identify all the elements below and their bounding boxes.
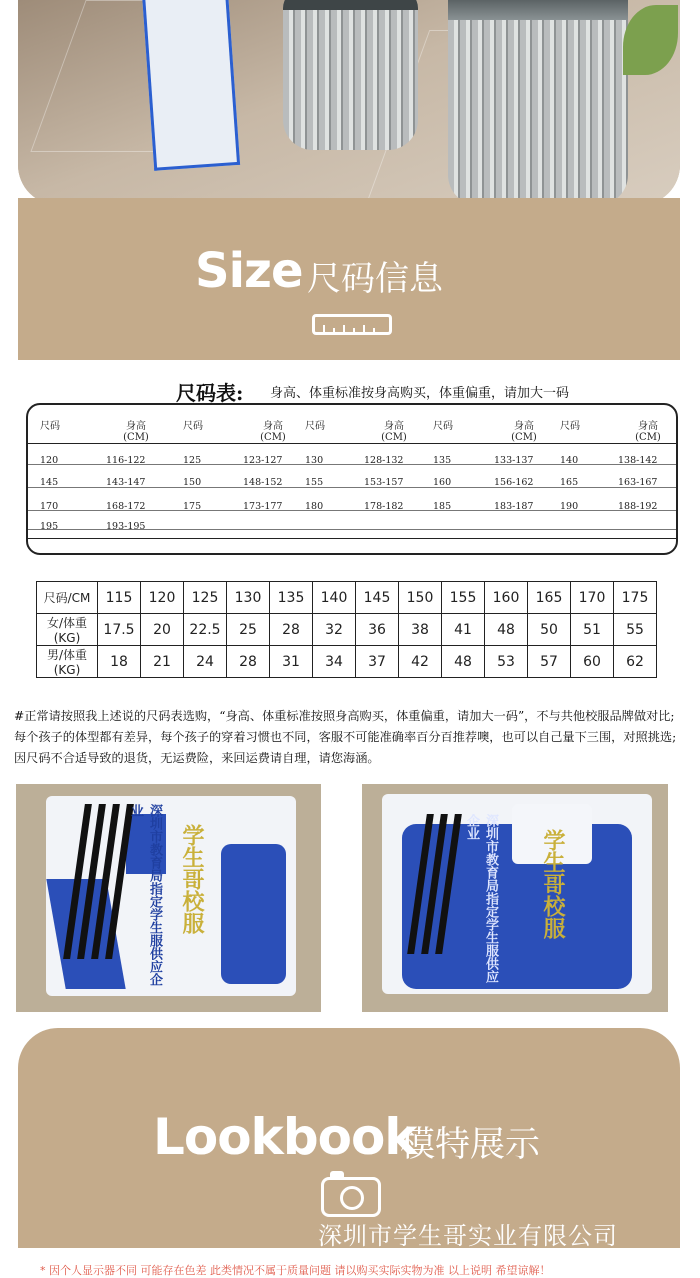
weight-table-cell: 115 (98, 582, 141, 614)
plant-pot-left (283, 0, 418, 150)
lookbook-section-title: Lookbook (153, 1108, 417, 1166)
weight-table-row-label: 女/体重(KG) (37, 614, 98, 646)
weight-table-cell: 160 (485, 582, 528, 614)
size-table-cell: 168-172 (106, 501, 146, 512)
weight-table-cell: 36 (356, 614, 399, 646)
weight-table-cell: 41 (442, 614, 485, 646)
weight-table-row (37, 582, 657, 614)
weight-table-cell: 170 (571, 582, 614, 614)
size-table-header: 身高 (CM) (511, 421, 537, 443)
weight-table-cell: 31 (270, 646, 313, 678)
size-table-header: 尺码 (183, 421, 203, 432)
plant-pot-right (448, 0, 628, 205)
size-table-cell: 193-195 (106, 521, 146, 532)
size-table-cell: 160 (433, 477, 452, 488)
weight-table-cell: 140 (313, 582, 356, 614)
table-rule (28, 538, 676, 539)
size-table-cell: 128-132 (364, 455, 404, 466)
size-table-cell: 150 (183, 477, 202, 488)
weight-table-row-label: 尺码/CM (37, 582, 98, 614)
company-name: 深圳市学生哥实业有限公司 (318, 1222, 618, 1250)
size-table-header: 身高 (CM) (123, 421, 149, 443)
size-table-cell: 190 (560, 501, 579, 512)
weight-table-row-label: 男/体重(KG) (37, 646, 98, 678)
weight-table-cell: 37 (356, 646, 399, 678)
product-photo-left (16, 784, 321, 1012)
weight-table-cell: 48 (485, 614, 528, 646)
size-table-cell: 125 (183, 455, 202, 466)
size-table-heading: 尺码表: (176, 381, 244, 405)
jacket-print-text: 深圳市教育局指定学生服供应企业 (464, 814, 498, 983)
size-table-header: 身高 (CM) (381, 421, 407, 443)
weight-table-cell: 125 (184, 582, 227, 614)
notice-line-2: 每个孩子的体型都有差异，每个孩子的穿着习惯也不同，客服不可能准确率百分百推荐噢，也可以自己量下三围，对照挑选; (14, 730, 677, 744)
weight-table-cell: 155 (442, 582, 485, 614)
weight-table-row (37, 646, 657, 678)
size-table-cell: 155 (305, 477, 324, 488)
weight-table-cell: 135 (270, 582, 313, 614)
size-table-cell: 178-182 (364, 501, 404, 512)
size-table-header: 身高 (CM) (260, 421, 286, 443)
size-table-cell: 143-147 (106, 477, 146, 488)
size-table-cell: 123-127 (243, 455, 283, 466)
weight-table-cell: 62 (614, 646, 657, 678)
top-product-photo (18, 0, 680, 205)
size-table-cell: 138-142 (618, 455, 658, 466)
size-table-cell: 163-167 (618, 477, 658, 488)
weight-table-cell: 53 (485, 646, 528, 678)
weight-table-cell: 28 (270, 614, 313, 646)
weight-table-cell: 28 (227, 646, 270, 678)
size-weight-table (36, 581, 657, 678)
weight-table-cell: 20 (141, 614, 184, 646)
size-notice (14, 706, 694, 769)
weight-table-cell: 25 (227, 614, 270, 646)
size-table-cell: 133-137 (494, 455, 534, 466)
size-table-cell: 175 (183, 501, 202, 512)
size-table-cell: 130 (305, 455, 324, 466)
weight-table-cell: 42 (399, 646, 442, 678)
weight-table-cell: 150 (399, 582, 442, 614)
size-table-cell: 135 (433, 455, 452, 466)
notice-line-1: #正常请按照我上述说的尺码表选购，“身高、体重标准按照身高购买，体重偏重，请加大一码”，不与共他校服品牌做对比; (14, 709, 675, 723)
size-table-header: 尺码 (560, 421, 580, 432)
table-rule (28, 443, 676, 444)
color-disclaimer: * 因个人显示器不同 可能存在色差 此类情况不属于质量问题 请以购买实际实物为准 以上说明 希望谅解！ (40, 1264, 551, 1277)
size-table-note: 身高、体重标准按身高购买，体重偏重，请加大一码 (270, 386, 570, 401)
size-section-subtitle: 尺码信息 (307, 259, 443, 299)
jacket-print-text: 深圳市教育局指定学生服供应企业 (128, 804, 162, 986)
weight-table-cell: 55 (614, 614, 657, 646)
size-table-header: 尺码 (305, 421, 325, 432)
size-section-title: Size (195, 243, 303, 299)
weight-table-cell: 22.5 (184, 614, 227, 646)
size-table-header: 尺码 (40, 421, 60, 432)
size-table-cell: 170 (40, 501, 59, 512)
size-table-cell: 180 (305, 501, 324, 512)
weight-table-cell: 48 (442, 646, 485, 678)
camera-icon (321, 1177, 381, 1217)
size-table-cell: 188-192 (618, 501, 658, 512)
size-table-cell: 148-152 (243, 477, 283, 488)
weight-table-row (37, 614, 657, 646)
weight-table-cell: 17.5 (98, 614, 141, 646)
size-table-header: 身高 (CM) (635, 421, 661, 443)
weight-table-cell: 32 (313, 614, 356, 646)
weight-table-cell: 24 (184, 646, 227, 678)
weight-table-cell: 165 (528, 582, 571, 614)
size-table-cell: 195 (40, 521, 59, 532)
product-photo-right (362, 784, 668, 1012)
weight-table-cell: 50 (528, 614, 571, 646)
weight-table-cell: 51 (571, 614, 614, 646)
size-table-cell: 165 (560, 477, 579, 488)
weight-table-cell: 57 (528, 646, 571, 678)
notice-line-3: 因尺码不合适导致的退货，无运费险，来回运费请自理，请您海涵。 (14, 751, 380, 765)
size-table-cell: 156-162 (494, 477, 534, 488)
weight-table-cell: 21 (141, 646, 184, 678)
jacket-brand-text: 学生哥校服 (179, 824, 204, 934)
hanging-uniform-pants (142, 0, 240, 171)
size-table-cell: 145 (40, 477, 59, 488)
size-table-cell: 140 (560, 455, 579, 466)
weight-table-cell: 120 (141, 582, 184, 614)
lookbook-section-subtitle: 模特展示 (400, 1125, 541, 1165)
size-table-cell: 173-177 (243, 501, 283, 512)
size-table-cell: 185 (433, 501, 452, 512)
ruler-icon (312, 314, 392, 335)
weight-table-cell: 34 (313, 646, 356, 678)
size-table-cell: 183-187 (494, 501, 534, 512)
weight-table-cell: 60 (571, 646, 614, 678)
size-height-table (26, 403, 678, 555)
weight-table-cell: 175 (614, 582, 657, 614)
size-table-cell: 116-122 (106, 455, 146, 466)
weight-table-cell: 18 (98, 646, 141, 678)
size-table-cell: 120 (40, 455, 59, 466)
weight-table-cell: 130 (227, 582, 270, 614)
size-table-cell: 153-157 (364, 477, 404, 488)
weight-table-cell: 145 (356, 582, 399, 614)
weight-table-cell: 38 (399, 614, 442, 646)
size-table-header: 尺码 (433, 421, 453, 432)
jacket-brand-text: 学生哥校服 (540, 829, 565, 939)
